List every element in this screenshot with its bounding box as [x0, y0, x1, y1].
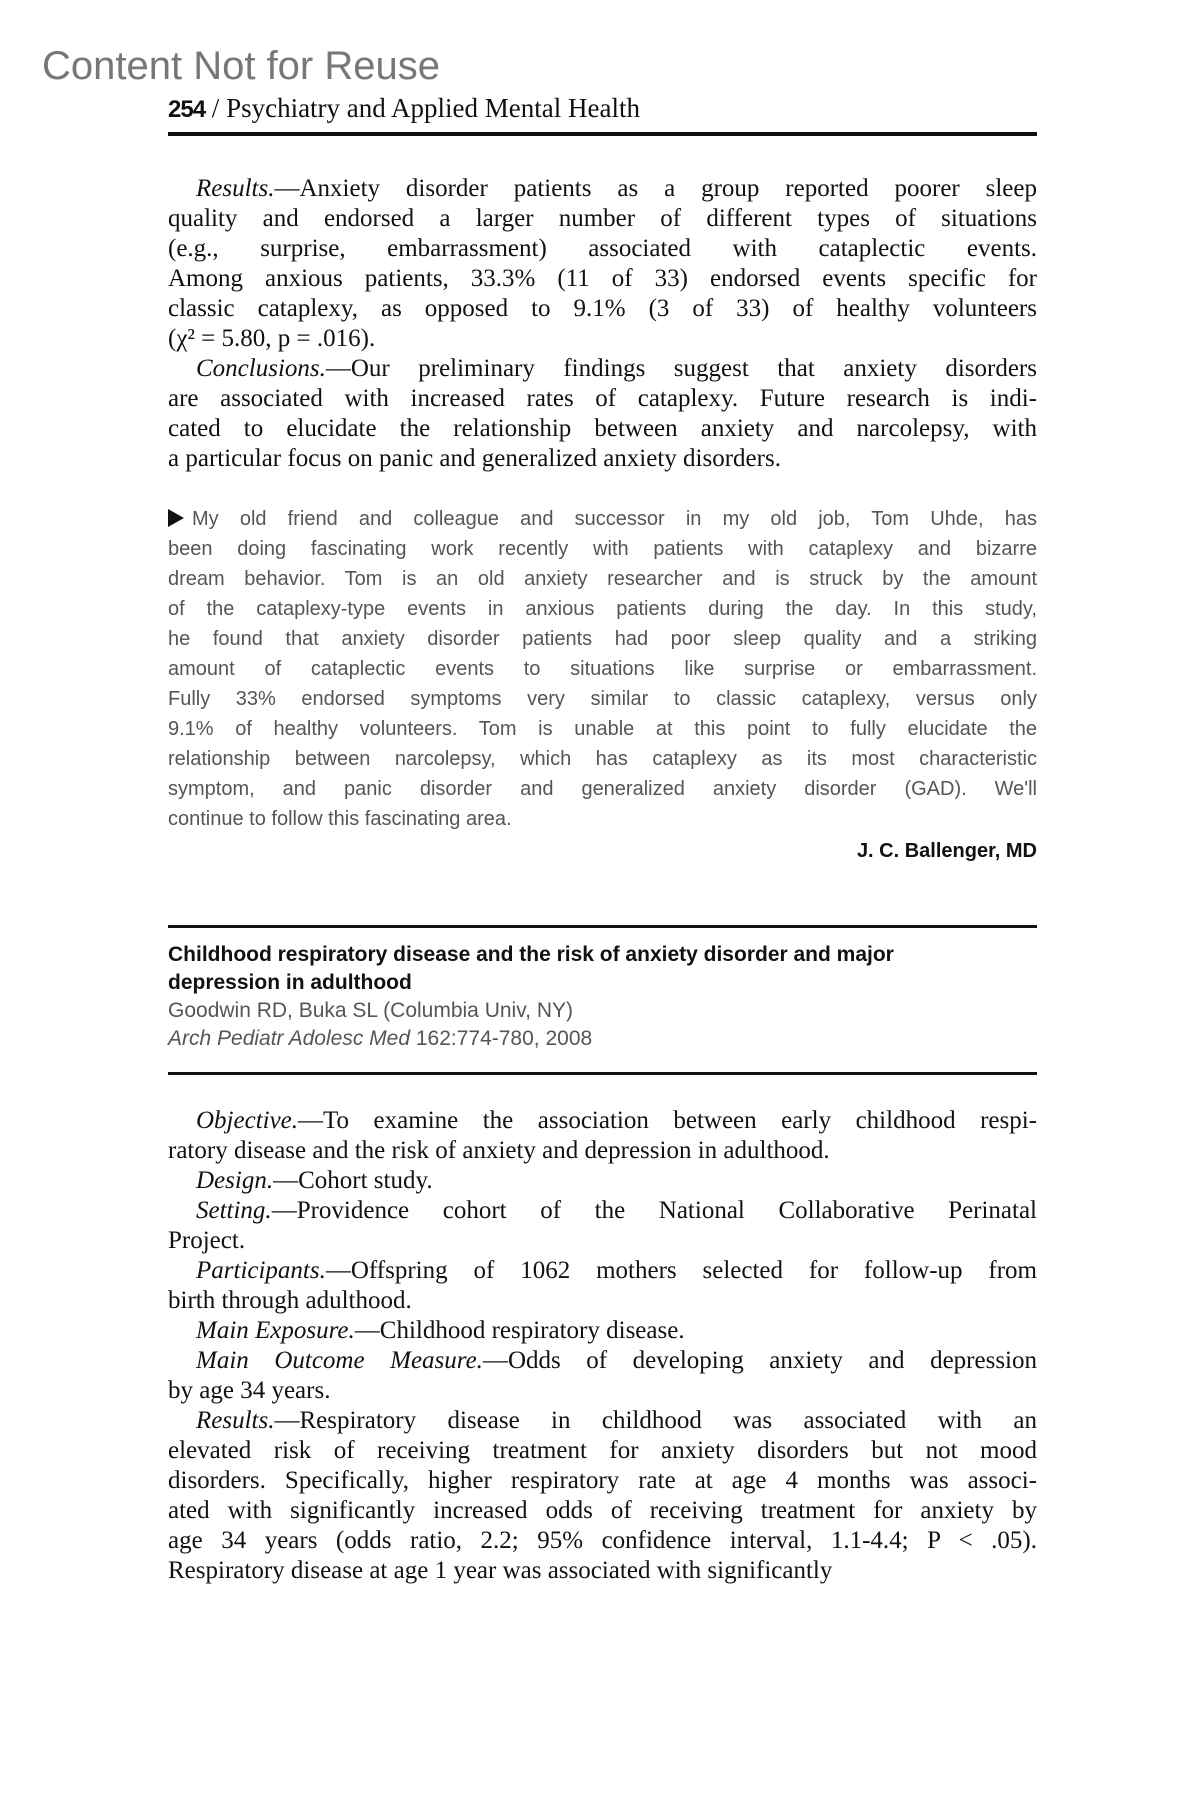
commentary-line — [168, 504, 1037, 534]
line-text: ated with significantly increased odds of receiving treatment for anxiety by — [168, 1497, 1037, 1524]
running-head — [168, 92, 640, 129]
line-text: —Anxiety disorder patients as a group reported poorer sleep — [274, 175, 1037, 202]
line-text: are associated with increased rates of cataplexy. Future research is indi- — [168, 385, 1037, 412]
text-line — [168, 204, 1037, 234]
line-text: —Childhood respiratory disease. — [354, 1317, 685, 1344]
commentary-line — [168, 594, 1037, 624]
commentary-line — [168, 744, 1037, 774]
abstract-2 — [168, 1106, 1037, 1586]
article-top-rule — [168, 925, 1037, 928]
line-text: —Our preliminary findings suggest that anxiety disorders — [325, 355, 1037, 382]
commentary-line — [168, 654, 1037, 684]
line-text: age 34 years (odds ratio, 2.2; 95% confidence interval, 1.1-4.4; P < .05). — [168, 1527, 1037, 1554]
section-label: Results. — [196, 1407, 275, 1434]
separator: / — [205, 93, 227, 123]
text-line — [168, 1406, 1037, 1436]
text-line — [168, 264, 1037, 294]
line-text: 9.1% of healthy volunteers. Tom is unable at this point to fully elucidate the — [168, 718, 1037, 740]
line-text: Respiratory disease at age 1 year was associated with significantly — [168, 1557, 833, 1584]
line-text: dream behavior. Tom is an old anxiety researcher and is struck by the amount — [168, 568, 1037, 590]
line-text: Fully 33% endorsed symptoms very similar to classic cataplexy, versus only — [168, 688, 1037, 710]
text-line — [168, 1316, 1037, 1346]
text-line — [168, 174, 1037, 204]
line-text: he found that anxiety disorder patients had poor sleep quality and a striking — [168, 628, 1037, 650]
text-line — [168, 1556, 1037, 1586]
citation-details: 162:774-780, 2008 — [410, 1027, 593, 1050]
commentary-line — [168, 774, 1037, 804]
line-text: —Cohort study. — [273, 1167, 433, 1194]
text-line — [168, 384, 1037, 414]
section-label: Design. — [196, 1167, 274, 1194]
line-text: disorders. Specifically, higher respiratory rate at age 4 months was associ- — [168, 1467, 1037, 1494]
section-label: Conclusions. — [196, 355, 326, 382]
line-text: —Respiratory disease in childhood was associated with an — [274, 1407, 1037, 1434]
triangle-bullet-icon — [168, 509, 184, 527]
section-label: Results. — [196, 175, 275, 202]
line-text: been doing fascinating work recently with patients with cataplexy and bizarre — [168, 538, 1037, 560]
commentary-line — [168, 564, 1037, 594]
section-label: Main Exposure. — [196, 1317, 355, 1344]
text-line — [168, 294, 1037, 324]
text-line — [168, 324, 1037, 354]
abstract-1 — [168, 174, 1037, 474]
text-line — [168, 1226, 1037, 1256]
commentary-line — [168, 804, 1037, 834]
text-line — [168, 1106, 1037, 1136]
line-text: —Offspring of 1062 mothers selected for follow-up from — [325, 1257, 1037, 1284]
line-text: a particular focus on panic and generalized anxiety disorders. — [168, 445, 781, 472]
line-text: Among anxious patients, 33.3% (11 of 33) endorsed events specific for — [168, 265, 1037, 292]
commentary-line — [168, 684, 1037, 714]
line-text: quality and endorsed a larger number of different types of situations — [168, 205, 1037, 232]
line-text: relationship between narcolepsy, which has cataplexy as its most characteristic — [168, 748, 1037, 770]
text-line — [168, 234, 1037, 264]
journal-name: Psychiatry and Applied Mental Health — [226, 93, 640, 123]
line-text: symptom, and panic disorder and generalized anxiety disorder (GAD). We'll — [168, 778, 1037, 800]
commentary-line — [168, 624, 1037, 654]
line-text: cated to elucidate the relationship between anxiety and narcolepsy, with — [168, 415, 1037, 442]
text-line — [168, 414, 1037, 444]
line-text: classic cataplexy, as opposed to 9.1% (3 of 33) of healthy volunteers — [168, 295, 1037, 322]
signature: J. C. Ballenger, MD — [856, 840, 1037, 862]
commentary-line — [168, 534, 1037, 564]
watermark: Content Not for Reuse — [42, 44, 440, 88]
section-label: Setting. — [196, 1197, 272, 1224]
header-rule — [168, 132, 1037, 136]
article-title-line: depression in adulthood — [168, 971, 412, 994]
line-text: amount of cataplectic events to situations like surprise or embarrassment. — [168, 658, 1037, 680]
journal-title: Arch Pediatr Adolesc Med — [168, 1027, 411, 1050]
line-text: of the cataplexy-type events in anxious patients during the day. In this study, — [168, 598, 1037, 620]
line-text: (χ² = 5.80, p = .016). — [168, 325, 376, 352]
text-line — [168, 1496, 1037, 1526]
text-line — [168, 1466, 1037, 1496]
commentary — [168, 504, 1037, 834]
section-label: Objective. — [196, 1107, 299, 1134]
text-line — [168, 1166, 1037, 1196]
section-label: Participants. — [196, 1257, 326, 1284]
text-line — [168, 1286, 1037, 1316]
commentary-line — [168, 714, 1037, 744]
line-text: by age 34 years. — [168, 1377, 331, 1404]
article-authors: Goodwin RD, Buka SL (Columbia Univ, NY) — [168, 999, 573, 1022]
article-citation — [168, 1025, 1037, 1053]
text-line — [168, 1436, 1037, 1466]
line-text: Project. — [168, 1227, 246, 1254]
section-label: Main Outcome Measure. — [196, 1347, 483, 1374]
line-text: elevated risk of receiving treatment for anxiety disorders but not mood — [168, 1437, 1037, 1464]
text-line — [168, 444, 1037, 474]
line-text: —Providence cohort of the National Collaborative Perinatal — [271, 1197, 1037, 1224]
text-line — [168, 354, 1037, 384]
article-header — [168, 941, 1037, 1053]
line-text: —To examine the association between early childhood respi- — [298, 1107, 1037, 1134]
text-line — [168, 1346, 1037, 1376]
page-number: 254 — [168, 96, 206, 123]
article-title-line: Childhood respiratory disease and the risk of anxiety disorder and major — [168, 943, 894, 966]
line-text: birth through adulthood. — [168, 1287, 412, 1314]
text-line — [168, 1376, 1037, 1406]
text-line — [168, 1136, 1037, 1166]
line-text: ratory disease and the risk of anxiety and depression in adulthood. — [168, 1137, 830, 1164]
line-text: My old friend and colleague and successor in my old job, Tom Uhde, has — [192, 508, 1037, 530]
text-line — [168, 1256, 1037, 1286]
text-line — [168, 1196, 1037, 1226]
line-text: (e.g., surprise, embarrassment) associated with cataplectic events. — [168, 235, 1037, 262]
text-line — [168, 1526, 1037, 1556]
line-text: continue to follow this fascinating area. — [168, 808, 512, 830]
article-bottom-rule — [168, 1072, 1037, 1075]
line-text: —Odds of developing anxiety and depression — [482, 1347, 1037, 1374]
